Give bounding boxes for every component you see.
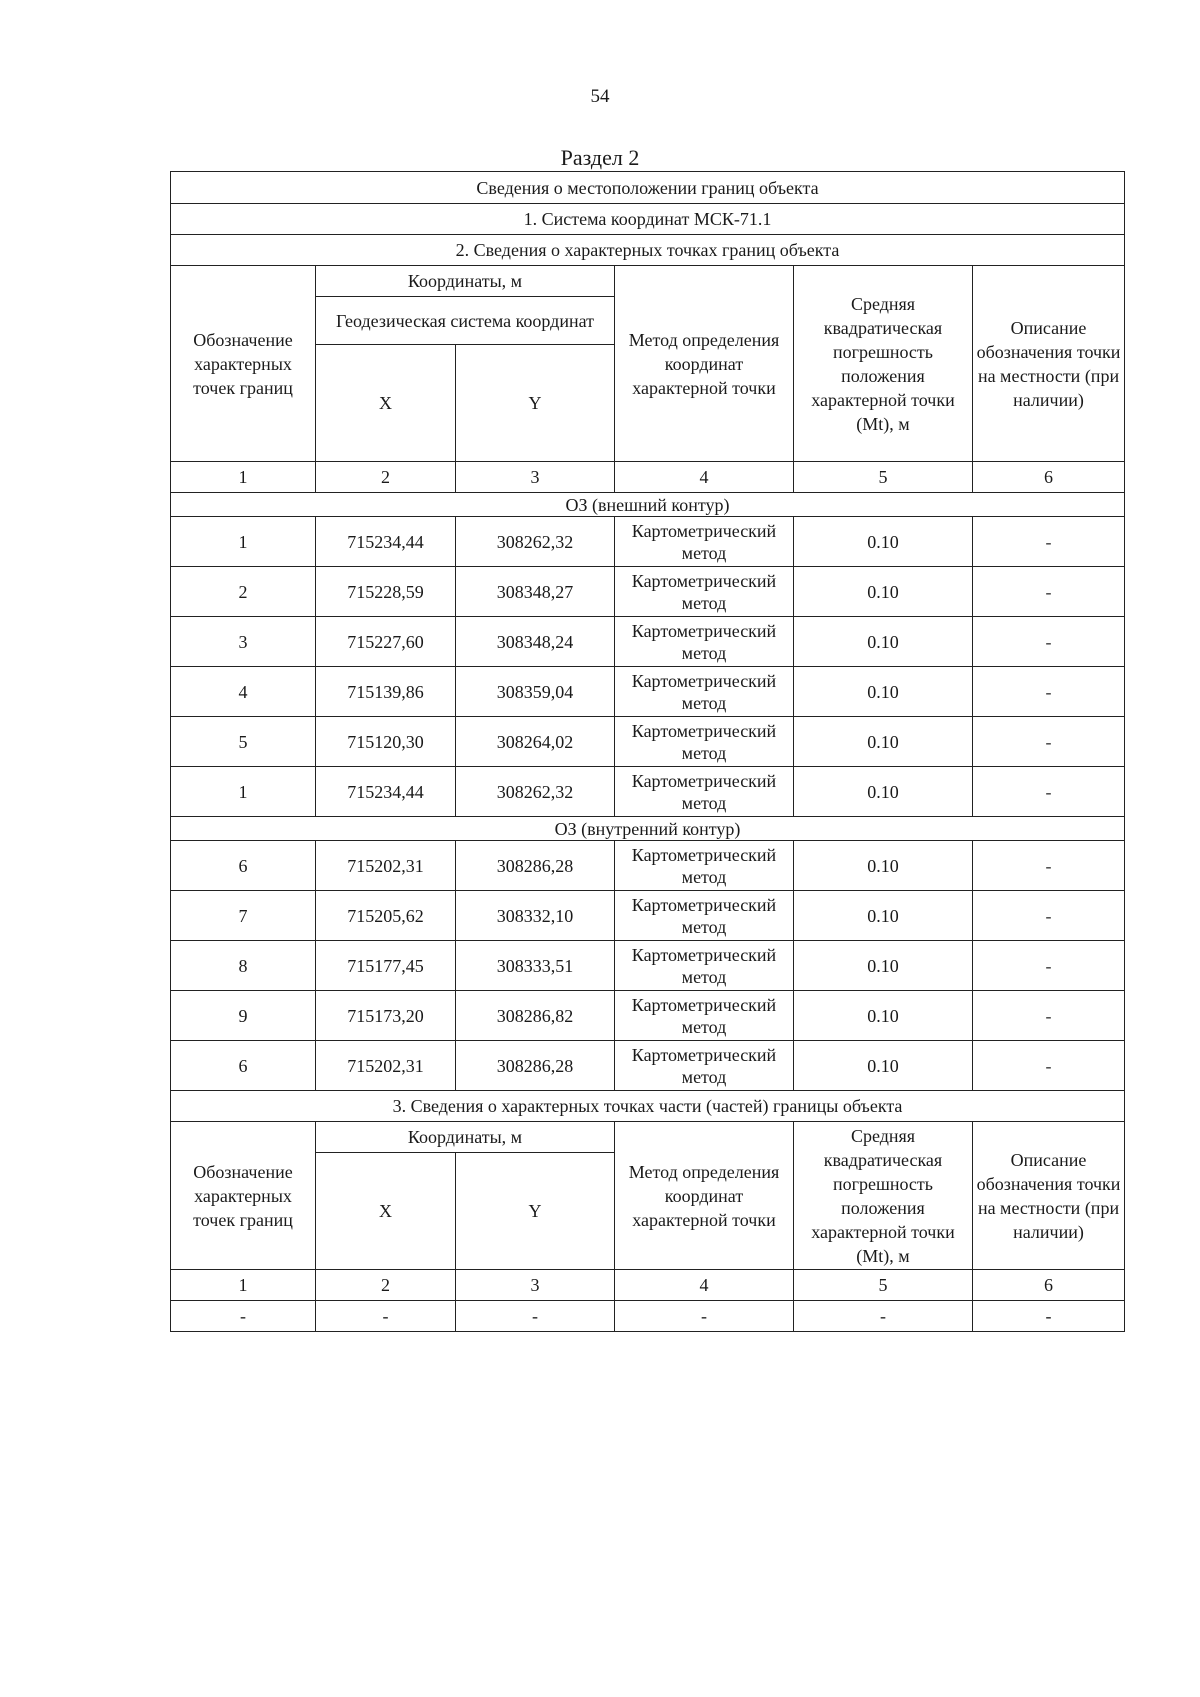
column-number: 2 xyxy=(316,462,456,493)
contour-label-row xyxy=(171,493,1125,517)
column-number: 3 xyxy=(456,1270,615,1301)
empty-cell: - xyxy=(171,1301,316,1332)
coord-x: 715202,31 xyxy=(316,841,456,891)
coord-y: 308286,28 xyxy=(456,1041,615,1091)
method-cell: Картометрический метод xyxy=(615,991,794,1041)
contour-label: ОЗ (внутренний контур) xyxy=(171,817,1125,841)
method-cell: Картометрический метод xyxy=(615,517,794,567)
part3-title: 3. Сведения о характерных точках части (частей) границы объекта xyxy=(171,1091,1125,1122)
part3-header-row xyxy=(171,1122,1125,1153)
coord-x: 715177,45 xyxy=(316,941,456,991)
error-value: 0.10 xyxy=(794,767,973,817)
column-number: 1 xyxy=(171,1270,316,1301)
table-row xyxy=(171,991,1125,1041)
error-value: 0.10 xyxy=(794,841,973,891)
column-number: 4 xyxy=(615,1270,794,1301)
coord-y: 308264,02 xyxy=(456,717,615,767)
coord-y: 308348,24 xyxy=(456,617,615,667)
header-desc: Описание обозначения точки на местности (при наличии) xyxy=(973,266,1125,462)
empty-cell: - xyxy=(973,1301,1125,1332)
contour-label-row xyxy=(171,817,1125,841)
coord-x: 715228,59 xyxy=(316,567,456,617)
column-number: 5 xyxy=(794,462,973,493)
point-number: 1 xyxy=(171,767,316,817)
coord-y: 308286,28 xyxy=(456,841,615,891)
error-value: 0.10 xyxy=(794,941,973,991)
coord-x: 715120,30 xyxy=(316,717,456,767)
error-value: 0.10 xyxy=(794,667,973,717)
description-cell: - xyxy=(973,841,1125,891)
header-method: Метод определения координат характерной точки xyxy=(615,266,794,462)
header-error: Средняя квадратическая погрешность положения характерной точки (Mt), м xyxy=(794,1122,973,1270)
description-cell: - xyxy=(973,941,1125,991)
header-y: Y xyxy=(456,1153,615,1270)
coord-y: 308262,32 xyxy=(456,517,615,567)
column-number: 1 xyxy=(171,462,316,493)
header-method: Метод определения координат характерной точки xyxy=(615,1122,794,1270)
column-number: 4 xyxy=(615,462,794,493)
table-row xyxy=(171,1301,1125,1332)
error-value: 0.10 xyxy=(794,517,973,567)
method-cell: Картометрический метод xyxy=(615,617,794,667)
point-number: 9 xyxy=(171,991,316,1041)
header-point: Обозначение характерных точек границ xyxy=(171,1122,316,1270)
description-cell: - xyxy=(973,567,1125,617)
column-number: 5 xyxy=(794,1270,973,1301)
table-row xyxy=(171,891,1125,941)
part3-title-row xyxy=(171,1091,1125,1122)
description-cell: - xyxy=(973,767,1125,817)
description-cell: - xyxy=(973,667,1125,717)
point-number: 1 xyxy=(171,517,316,567)
method-cell: Картометрический метод xyxy=(615,891,794,941)
table-row xyxy=(171,567,1125,617)
error-value: 0.10 xyxy=(794,617,973,667)
point-number: 6 xyxy=(171,1041,316,1091)
empty-cell: - xyxy=(456,1301,615,1332)
column-number: 3 xyxy=(456,462,615,493)
point-number: 2 xyxy=(171,567,316,617)
header-geodesic: Геодезическая система координат xyxy=(316,297,615,345)
point-number: 8 xyxy=(171,941,316,991)
page-number: 54 xyxy=(590,86,610,107)
coord-y: 308262,32 xyxy=(456,767,615,817)
contour-label: ОЗ (внешний контур) xyxy=(171,493,1125,517)
boundary-table xyxy=(170,171,1125,1332)
table-row xyxy=(171,717,1125,767)
header-y: Y xyxy=(456,345,615,462)
column-number: 6 xyxy=(973,462,1125,493)
section-title: Раздел 2 xyxy=(560,145,640,170)
table-row xyxy=(171,767,1125,817)
description-cell: - xyxy=(973,991,1125,1041)
header-x: X xyxy=(316,345,456,462)
coord-x: 715234,44 xyxy=(316,767,456,817)
error-value: 0.10 xyxy=(794,717,973,767)
header-point: Обозначение характерных точек границ xyxy=(171,266,316,462)
part2-title: 2. Сведения о характерных точках границ объекта xyxy=(171,235,1125,266)
method-cell: Картометрический метод xyxy=(615,941,794,991)
table-row xyxy=(171,941,1125,991)
coord-y: 308286,82 xyxy=(456,991,615,1041)
header-x: X xyxy=(316,1153,456,1270)
table-row xyxy=(171,667,1125,717)
column-numbers-row xyxy=(171,1270,1125,1301)
table-row xyxy=(171,617,1125,667)
table-row xyxy=(171,841,1125,891)
table-row xyxy=(171,517,1125,567)
column-number: 6 xyxy=(973,1270,1125,1301)
table-row xyxy=(171,1041,1125,1091)
coord-y: 308348,27 xyxy=(456,567,615,617)
point-number: 6 xyxy=(171,841,316,891)
description-cell: - xyxy=(973,891,1125,941)
method-cell: Картометрический метод xyxy=(615,667,794,717)
coord-x: 715234,44 xyxy=(316,517,456,567)
coord-x: 715205,62 xyxy=(316,891,456,941)
method-cell: Картометрический метод xyxy=(615,1041,794,1091)
error-value: 0.10 xyxy=(794,991,973,1041)
description-cell: - xyxy=(973,617,1125,667)
column-number: 2 xyxy=(316,1270,456,1301)
error-value: 0.10 xyxy=(794,1041,973,1091)
empty-cell: - xyxy=(316,1301,456,1332)
coord-y: 308333,51 xyxy=(456,941,615,991)
method-cell: Картометрический метод xyxy=(615,841,794,891)
method-cell: Картометрический метод xyxy=(615,717,794,767)
point-number: 4 xyxy=(171,667,316,717)
description-cell: - xyxy=(973,717,1125,767)
error-value: 0.10 xyxy=(794,567,973,617)
method-cell: Картометрический метод xyxy=(615,767,794,817)
coord-x: 715227,60 xyxy=(316,617,456,667)
point-number: 7 xyxy=(171,891,316,941)
column-numbers-row xyxy=(171,462,1125,493)
empty-cell: - xyxy=(794,1301,973,1332)
table-title: Сведения о местоположении границ объекта xyxy=(171,172,1125,204)
coord-system-row: 1. Система координат МСК-71.1 xyxy=(171,204,1125,235)
point-number: 5 xyxy=(171,717,316,767)
header-error: Средняя квадратическая погрешность положения характерной точки (Mt), м xyxy=(794,266,973,462)
point-number: 3 xyxy=(171,617,316,667)
coord-y: 308332,10 xyxy=(456,891,615,941)
header-desc: Описание обозначения точки на местности (при наличии) xyxy=(973,1122,1125,1270)
header-coords: Координаты, м xyxy=(316,1122,615,1153)
coord-x: 715202,31 xyxy=(316,1041,456,1091)
coord-y: 308359,04 xyxy=(456,667,615,717)
error-value: 0.10 xyxy=(794,891,973,941)
coord-x: 715173,20 xyxy=(316,991,456,1041)
header-coords: Координаты, м xyxy=(316,266,615,297)
empty-cell: - xyxy=(615,1301,794,1332)
method-cell: Картометрический метод xyxy=(615,567,794,617)
description-cell: - xyxy=(973,517,1125,567)
description-cell: - xyxy=(973,1041,1125,1091)
coord-x: 715139,86 xyxy=(316,667,456,717)
